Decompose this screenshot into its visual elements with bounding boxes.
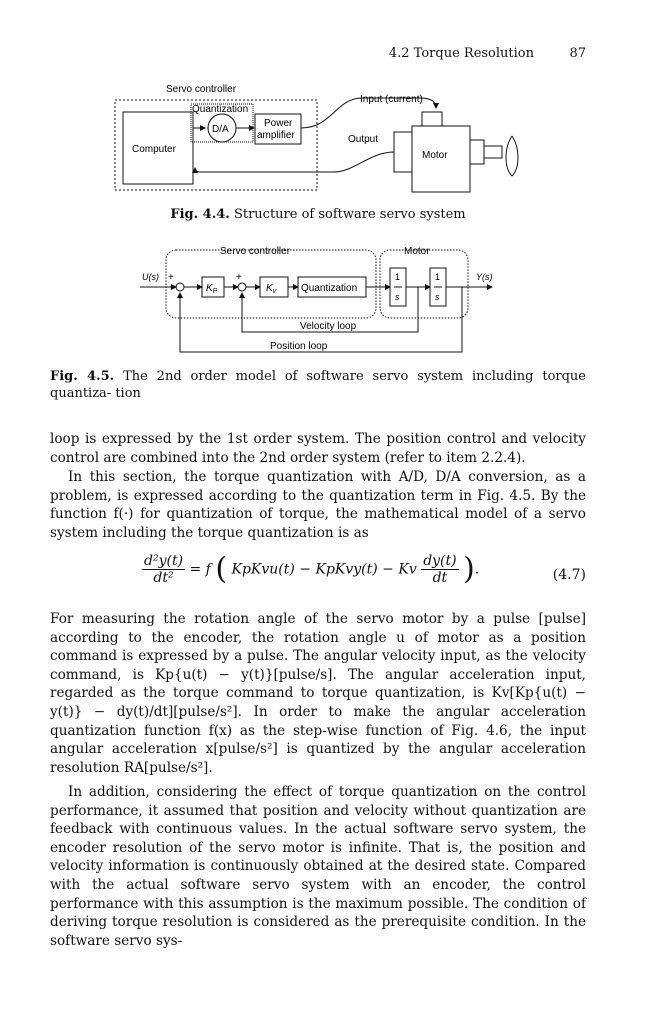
- motor-flange: [470, 140, 484, 164]
- rotation-arrow: [506, 136, 518, 176]
- label-servo-controller: Servo controller: [166, 84, 237, 95]
- label-da: D/A: [212, 124, 229, 135]
- equation-4-7: [50, 553, 586, 603]
- lhs-fraction: [142, 553, 185, 586]
- label-input-current: Input (current): [360, 94, 423, 105]
- equation-number: (4.7): [552, 567, 586, 583]
- paragraph-4: In addition, considering the effect of torque quantization on the control performance, it assumed that position and velocity without quantization are feedback with continuous values. In the actual software servo system, the encoder resolution of the servo motor is infinite. That is, the position and velocity information is continuously obtained at the desired state. Compared with the actual software servo system with an encoder, the control performance with this assumption is the maximum possible. The condition of deriving torque resolution is considered as the prerequisite condition. In the software servo sys-: [50, 784, 586, 949]
- label-us: U(s): [142, 272, 159, 282]
- label-quantization-2: Quantization: [301, 283, 358, 294]
- plus-2: +: [236, 272, 242, 283]
- label-power: Power: [264, 118, 293, 129]
- caption-text-2: The 2nd order model of software servo system including torque quantiza- tion: [50, 369, 586, 401]
- label-ys: Y(s): [476, 272, 493, 282]
- page-number: 87: [569, 46, 586, 61]
- lhs-numerator: d²y(t): [144, 553, 184, 569]
- rhs-numerator: dy(t): [423, 553, 457, 569]
- integrator-1-den: s: [395, 292, 400, 302]
- label-motor-2: Motor: [404, 246, 430, 257]
- figure-4-4: [100, 76, 560, 202]
- arrow-output-return: [195, 152, 394, 172]
- rhs-denominator: dt: [432, 570, 448, 586]
- rhs-fraction: [421, 553, 458, 586]
- section-title: 4.2 Torque Resolution: [388, 46, 534, 61]
- sum-junction-2: [238, 283, 246, 291]
- paragraph-1: loop is expressed by the 1st order system. The position control and velocity control are combined into the 2nd order system (refer to item 2.2.4).: [50, 431, 586, 466]
- label-motor: Motor: [422, 150, 448, 161]
- motor-top: [422, 112, 442, 126]
- label-output: Output: [348, 134, 379, 145]
- paragraph-2: In this section, the torque quantization with A/D, D/A conversion, as a problem, is expressed according to the quantization term in Fig. 4.5. By the function f(·) for quantization of torque, the mathematical model of a servo system including the torque quantization is as: [50, 469, 586, 541]
- sum-junction-1: [176, 283, 184, 291]
- figure-4-4-caption: [50, 207, 586, 222]
- plus-1: +: [168, 272, 174, 283]
- paragraph-3: For measuring the rotation angle of the servo motor by a pulse [pulse] according to the encoder, the rotation angle u of motor as a position command is expressed by a pulse. The angular velocity input, as the velocity command, is Kp{u(t) − y(t)}[pulse/s]. The angular acceleration input, regarded as the torque command to torque quantization, is Kv[Kp{u(t) − y(t)} − dy(t)/dt][pulse/s²]. In order to make the angular acceleration quantization function f(x) as the step-wise function of Fig. 4.6, the input angular acceleration x[pulse/s²] is quantized by the angular acceleration resolution RA[pulse/s²].: [50, 611, 586, 776]
- integrator-2-num: 1: [435, 272, 441, 282]
- motor-region: [380, 250, 468, 318]
- caption-text: Structure of software servo system: [233, 207, 466, 222]
- equation-body: $\frac{\text{d²y(t)}}{\text{dt²}}$ = f ( KpKvu(t) − KpKvy(t) − Kv $\frac{dy(t)}{dt}$ ).: [144, 551, 480, 587]
- lhs-denominator: dt²: [153, 570, 174, 586]
- label-velocity-loop: Velocity loop: [300, 321, 357, 332]
- rhs-main: = f: [189, 561, 211, 578]
- rhs-inner: KpKvu(t) − KpKvy(t) − Kv: [231, 561, 417, 578]
- caption-label-2: Fig. 4.5.: [50, 369, 115, 384]
- label-amplifier: amplifier: [257, 130, 295, 141]
- figure-4-5: [110, 240, 510, 360]
- motor-shaft: [484, 146, 502, 158]
- label-kv: $K_v$: [266, 283, 277, 295]
- running-header: [50, 46, 586, 66]
- label-servo-controller-2: Servo controller: [220, 246, 291, 257]
- figure-4-5-caption: [50, 368, 586, 402]
- integrator-2-den: s: [435, 292, 440, 302]
- caption-label: Fig. 4.4.: [170, 207, 230, 222]
- label-kp: $K_P$: [206, 283, 218, 295]
- label-computer: Computer: [132, 144, 176, 155]
- label-position-loop: Position loop: [270, 341, 328, 352]
- encoder-box: [394, 132, 412, 172]
- label-quantization: Quantization: [192, 104, 249, 115]
- integrator-1-num: 1: [395, 272, 401, 282]
